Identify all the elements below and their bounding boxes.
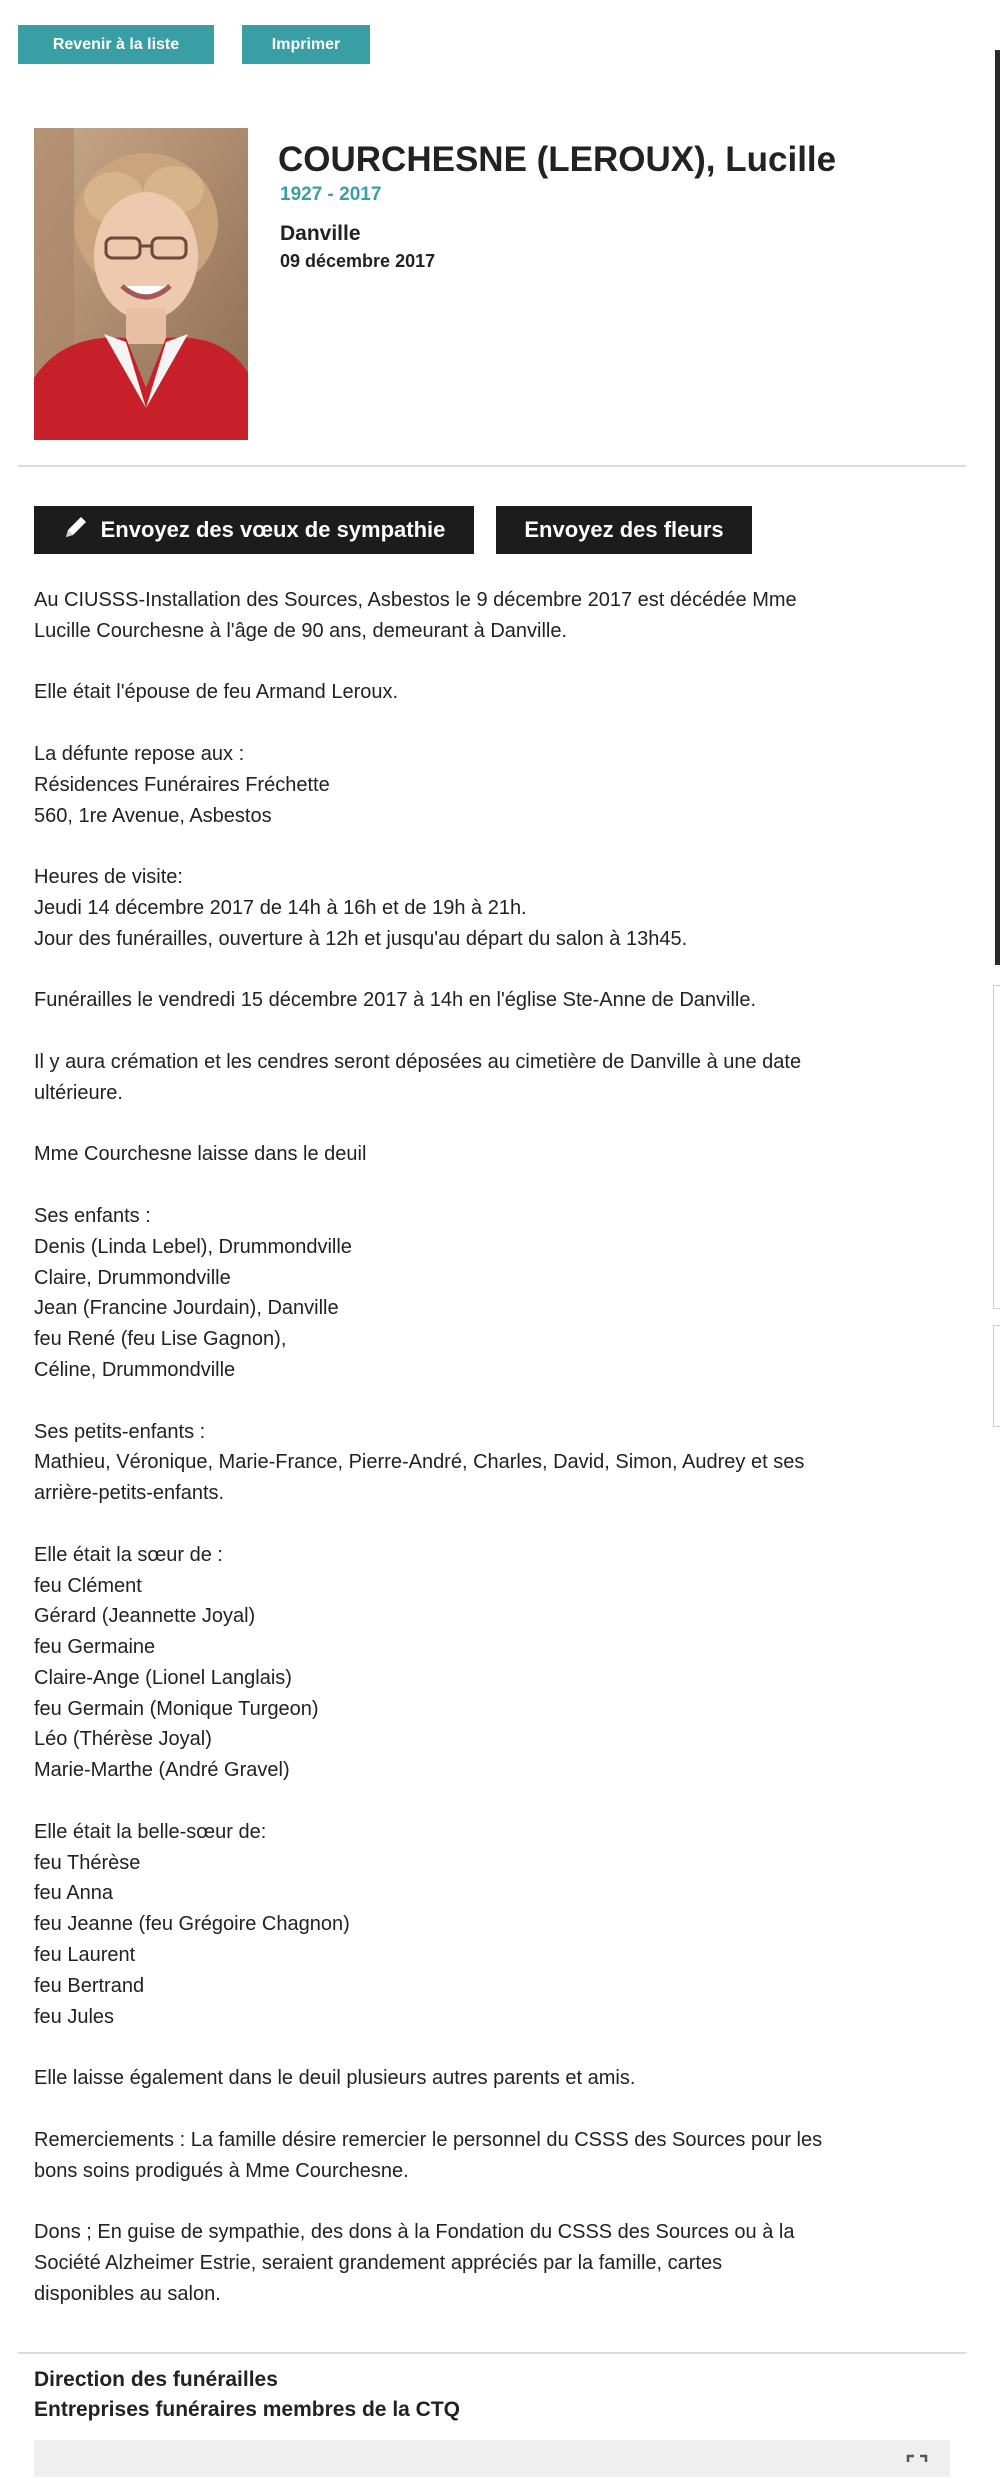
obituary-line: Ses enfants : xyxy=(34,1204,151,1227)
back-to-list-button[interactable]: Revenir à la liste xyxy=(18,25,214,64)
obituary-line: Jean (Francine Jourdain), Danville xyxy=(34,1297,339,1320)
send-condolences-button[interactable] xyxy=(34,506,474,554)
funeral-director-heading: Direction des funérailles xyxy=(34,2368,278,2391)
obituary-line: 560, 1re Avenue, Asbestos xyxy=(34,804,272,827)
obituary-line: Au CIUSSS-Installation des Sources, Asbestos le 9 décembre 2017 est décédée Mme xyxy=(34,589,797,611)
obituary-line: feu Bertrand xyxy=(34,1974,145,1997)
obituary-line: Elle était la belle-sœur de: xyxy=(34,1820,267,1843)
obituary-line: Résidences Funéraires Fréchette xyxy=(34,773,330,796)
obituary-paragraph xyxy=(34,1417,964,1509)
obituary-line: feu Laurent xyxy=(34,1944,136,1967)
page-scrollbar[interactable] xyxy=(995,50,1000,965)
obituary-line: Il y aura crémation et les cendres seront déposées au cimetière de Danville à une date xyxy=(34,1050,802,1073)
obituary-line: disponibles au salon. xyxy=(34,2282,221,2305)
obituary-line: Elle laisse également dans le deuil plusieurs autres parents et amis. xyxy=(34,2067,636,2090)
send-condolences-label: Envoyez des vœux de sympathie xyxy=(100,517,446,542)
obituary-line: Remerciements : La famille désire remercier le personnel du CSSS des Sources pour les xyxy=(34,2128,823,2151)
funeral-director-subheading: Entreprises funéraires membres de la CTQ xyxy=(34,2398,460,2421)
obituary-paragraph xyxy=(34,1201,964,1386)
header-divider xyxy=(18,465,966,467)
obituary-line: Claire-Ange (Lionel Langlais) xyxy=(34,1666,292,1689)
obituary-line: Elle était la sœur de : xyxy=(34,1543,223,1566)
obituary-line: Denis (Linda Lebel), Drummondville xyxy=(34,1235,352,1258)
obituary-line: bons soins prodigués à Mme Courchesne. xyxy=(34,2159,409,2182)
obituary-line: arrière-petits-enfants. xyxy=(34,1482,225,1505)
send-flowers-label: Envoyez des fleurs xyxy=(524,517,724,542)
deceased-photo xyxy=(34,128,248,440)
obituary-paragraph xyxy=(34,1540,964,1786)
obituary-line: Jour des funérailles, ouverture à 12h et jusqu'au départ du salon à 13h45. xyxy=(34,927,688,950)
obituary-line: Jeudi 14 décembre 2017 de 14h à 16h et de 19h à 21h. xyxy=(34,896,527,919)
obituary-line: feu René (feu Lise Gagnon), xyxy=(34,1328,287,1351)
obituary-paragraph xyxy=(34,2063,964,2094)
obituary-paragraph xyxy=(34,2217,964,2309)
obituary-line: feu Thérèse xyxy=(34,1851,141,1874)
residence-city: Danville xyxy=(280,222,361,245)
obituary-line: Claire, Drummondville xyxy=(34,1266,231,1289)
deceased-name: COURCHESNE (LEROUX), Lucille xyxy=(278,140,837,179)
death-date: 09 décembre 2017 xyxy=(280,251,436,271)
obituary-line: Heures de visite: xyxy=(34,866,183,889)
obituary-paragraph xyxy=(34,677,964,708)
obituary-paragraph xyxy=(34,739,964,831)
pencil-icon xyxy=(63,514,89,546)
send-flowers-button[interactable] xyxy=(496,506,752,554)
obituary-line: La défunte repose aux : xyxy=(34,742,245,765)
obituary-paragraph xyxy=(34,862,964,954)
obituary-line: Elle était l'épouse de feu Armand Leroux. xyxy=(34,681,399,704)
obituary-line: Ses petits-enfants : xyxy=(34,1420,206,1443)
obituary-line: ultérieure. xyxy=(34,1081,123,1104)
obituary-line: feu Germain (Monique Turgeon) xyxy=(34,1697,319,1720)
obituary-line: Céline, Drummondville xyxy=(34,1358,236,1381)
obituary-line: Mathieu, Véronique, Marie-France, Pierre-André, Charles, David, Simon, Audrey et ses xyxy=(34,1451,805,1474)
obituary-line: Funérailles le vendredi 15 décembre 2017 à 14h en l'église Ste-Anne de Danville. xyxy=(34,989,757,1012)
obituary-line: feu Jules xyxy=(34,2005,115,2028)
obituary-text xyxy=(34,585,964,2310)
funeral-home-map[interactable] xyxy=(34,2440,950,2477)
obituary-paragraph xyxy=(34,1139,964,1170)
obituary-line: Mme Courchesne laisse dans le deuil xyxy=(34,1143,367,1166)
obituary-paragraph xyxy=(34,2125,964,2187)
print-button[interactable]: Imprimer xyxy=(242,25,370,64)
obituary-line: feu Anna xyxy=(34,1882,113,1905)
obituary-line: feu Germaine xyxy=(34,1636,156,1659)
life-years: 1927 - 2017 xyxy=(280,184,382,205)
obituary-line: feu Jeanne (feu Grégoire Chagnon) xyxy=(34,1913,350,1936)
obituary-line: Marie-Marthe (André Gravel) xyxy=(34,1759,290,1782)
obituary-paragraph xyxy=(34,585,964,647)
obituary-line: Léo (Thérèse Joyal) xyxy=(34,1728,212,1751)
side-panel-edge xyxy=(993,1325,1000,1427)
obituary-line: feu Clément xyxy=(34,1574,142,1597)
obituary-paragraph xyxy=(34,985,964,1016)
director-divider xyxy=(18,2352,966,2354)
obituary-paragraph xyxy=(34,1047,964,1109)
obituary-paragraph xyxy=(34,1817,964,2033)
obituary-line: Dons ; En guise de sympathie, des dons à la Fondation du CSSS des Sources ou à la xyxy=(34,2221,795,2244)
obituary-line: Société Alzheimer Estrie, seraient grandement appréciés par la famille, cartes xyxy=(34,2252,723,2275)
obituary-line: Gérard (Jeannette Joyal) xyxy=(34,1605,256,1628)
obituary-line: Lucille Courchesne à l'âge de 90 ans, demeurant à Danville. xyxy=(34,619,568,642)
side-panel-edge xyxy=(993,985,1000,1309)
